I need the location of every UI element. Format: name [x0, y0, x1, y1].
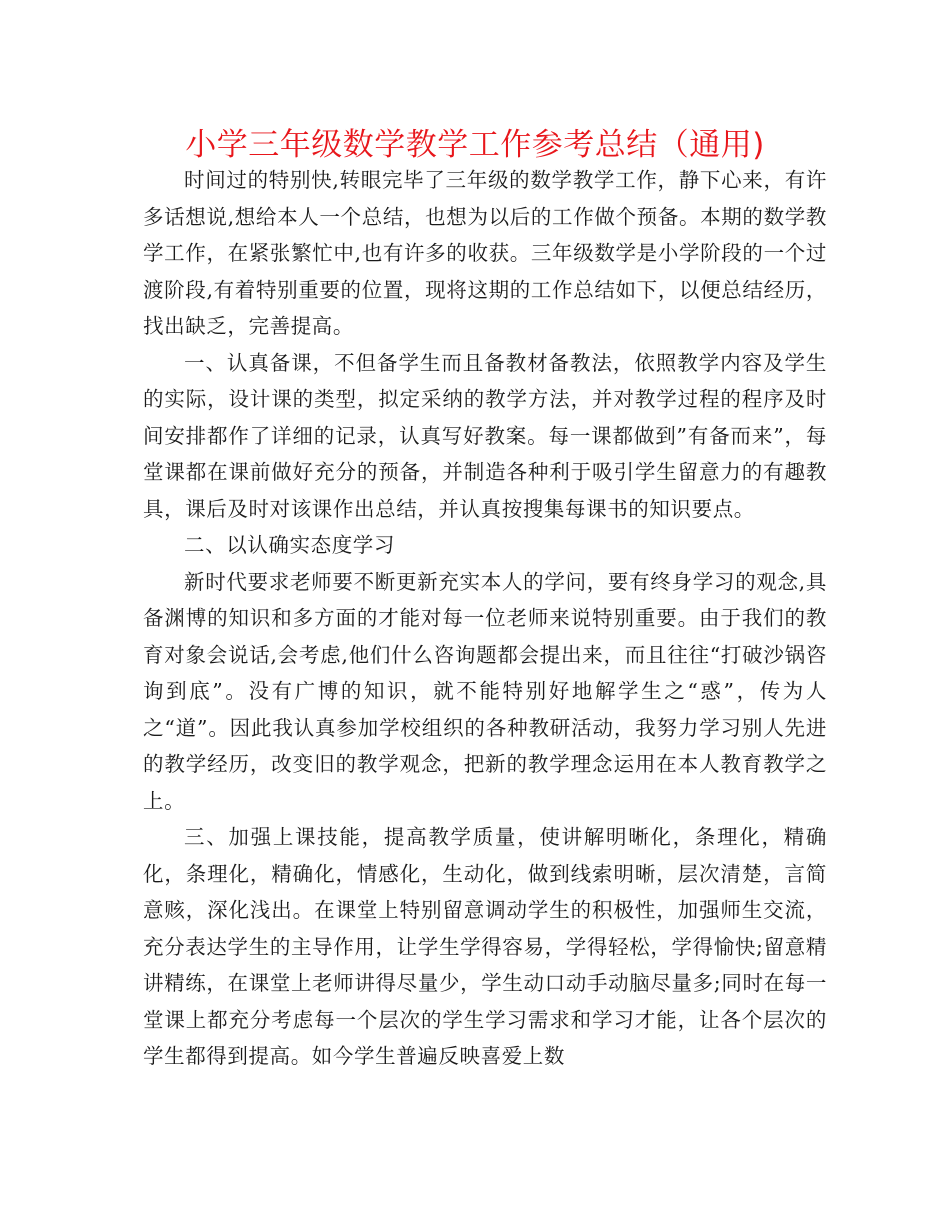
paragraph-section-2: 新时代要求老师要不断更新充实本人的学问，要有终身学习的观念,具备渊博的知识和多方面的才能对每一位老师来说特别重要。由于我们的教育对象会说话,会考虑,他们什么咨询题都会提出来，而且往往“打破沙锅咨询到底”。没有广博的知识，就不能特别好地解学生之“惑”，传为人之“道”。因此我认真参加学校组织的各种教研活动，我努力学习别人先进的教学经历，改变旧的教学观念，把新的教学理念运用在本人教育教学之上。 — [143, 569, 827, 813]
document-title: 小学三年级数学教学工作参考总结（通用) — [185, 127, 765, 163]
section-heading-2: 二、以认确实态度学习 — [184, 533, 395, 557]
paragraph-intro: 时间过的特别快,转眼完毕了三年级的数学教学工作，静下心来，有许多话想说,想给本人一个总结，也想为以后的工作做个预备。本期的数学教学工作，在紧张繁忙中,也有许多的收获。三年级数学是小学阶段的一个过渡阶段,有着特别重要的位置，现将这期的工作总结如下，以便总结经历，找出缺乏，完善提高。 — [143, 168, 827, 338]
document-body — [143, 162, 827, 1075]
paragraph-section-3: 三、加强上课技能，提高教学质量，使讲解明晰化，条理化，精确化，条理化，精确化，情感化，生动化，做到线索明晰，层次清楚，言简意赅，深化浅出。在课堂上特别留意调动学生的积极性，加强师生交流，充分表达学生的主导作用，让学生学得容易，学得轻松，学得愉快;留意精讲精练，在课堂上老师讲得尽量少，学生动口动手动脑尽量多;同时在每一堂课上都充分考虑每一个层次的学生学习需求和学习才能，让各个层次的学生都得到提高。如今学生普遍反映喜爱上数 — [143, 825, 827, 1068]
paragraph-section-1: 一、认真备课，不但备学生而且备教材备教法，依照教学内容及学生的实际，设计课的类型，拟定采纳的教学方法，并对教学过程的程序及时间安排都作了详细的记录，认真写好教案。每一课都做到”有备而来”，每堂课都在课前做好充分的预备，并制造各种利于吸引学生留意力的有趣教具，课后及时对该课作出总结，并认真按搜集每课书的知识要点。 — [143, 350, 827, 521]
